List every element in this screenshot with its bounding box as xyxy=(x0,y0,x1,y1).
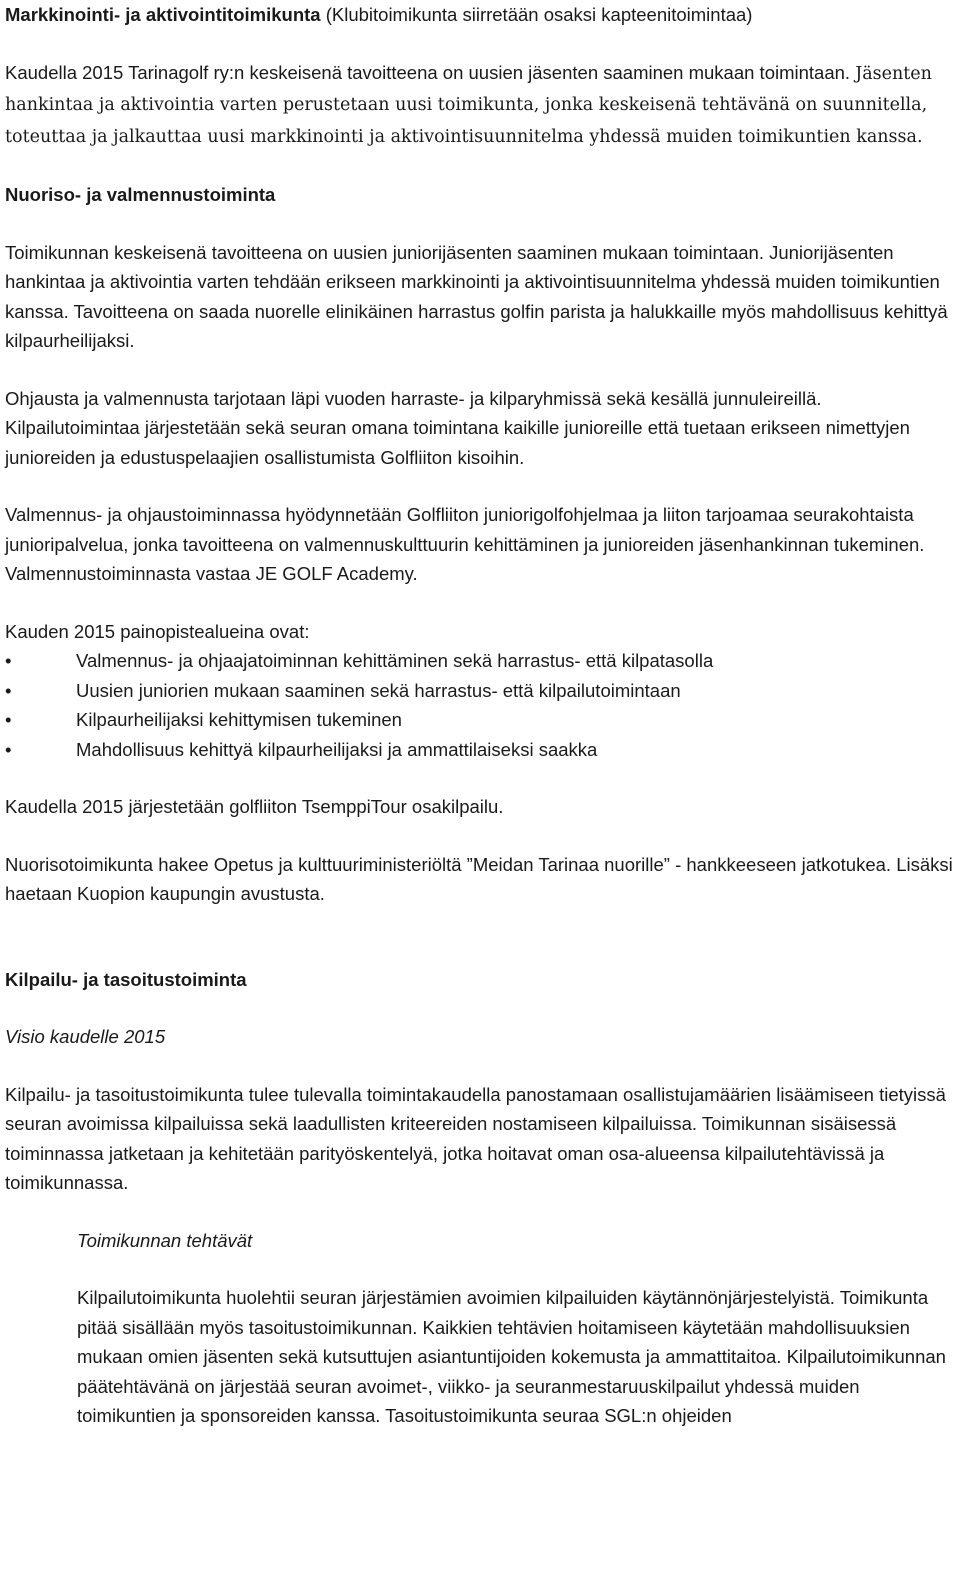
tasks-heading: Toimikunnan tehtävät xyxy=(77,1229,253,1251)
list-item: • Valmennus- ja ohjaajatoiminnan kehittäminen sekä harrastus- että kilpatasolla xyxy=(5,646,953,676)
bullet-icon: • xyxy=(5,679,12,701)
vision-heading: Visio kaudelle 2015 xyxy=(5,1026,166,1047)
competition-paragraph-2: Kilpailutoimikunta huolehtii seuran järjestämien avoimien kilpailuiden käytännönjärjestelyistä. Toimikunta pitää sisällään myös tasoitustoimikunnan. Kaikkien tehtävien hoitamiseen käytetään mahdollisuuksien mukaan omien jäsenten sekä kutsuttujen asiantuntijoiden kokemusta ja ammattitaitoa. Kilpailutoimikunnan päätehtävänä on järjestää seuran avoimet-, viikko- ja seuranmestaruuskilpailut yhdessä muiden toimikuntien ja sponsoreiden kanssa. Tasoitustoimikunta seuraa SGL:n ohjeiden xyxy=(77,1287,946,1426)
marketing-heading-note: (Klubitoimikunta siirretään osaksi kapteenitoimintaa) xyxy=(320,4,753,25)
marketing-paragraph-first: Kaudella 2015 Tarinagolf ry:n keskeisenä tavoitteena on uusien jäsenten saaminen mukaan toimintaan. xyxy=(5,61,856,83)
focus-intro: Kauden 2015 painopistealueina ovat: xyxy=(5,620,310,642)
focus-list xyxy=(5,646,953,764)
marketing-heading-line xyxy=(5,0,953,30)
youth-paragraph-5: Nuorisotoimikunta hakee Opetus ja kulttuuriministeriöltä ”Meidan Tarinaa nuorille” - hankkeeseen jatkotukea. Lisäksi haetaan Kuopion kaupungin avustusta. xyxy=(5,853,953,904)
list-item: • Mahdollisuus kehittyä kilpaurheilijaksi ja ammattilaiseksi saakka xyxy=(5,735,953,765)
document-page xyxy=(5,0,953,1431)
youth-paragraph-1: Toimikunnan keskeisenä tavoitteena on uusien juniorijäsenten saaminen mukaan toimintaan. Juniorijäsenten hankintaa ja aktivointia varten tehdään erikseen markkinointi ja aktivointisuunnitelma yhdessä muiden toimikuntien kanssa. Tavoitteena on saada nuorelle elinikäinen harrastus golfin parista ja halukkaille myös mahdollisuus kehittyä kilpaurheilijaksi. xyxy=(5,241,948,351)
marketing-heading: Markkinointi- ja aktivointitoimikunta xyxy=(5,4,321,25)
marketing-paragraph xyxy=(5,58,953,153)
bullet-icon: • xyxy=(5,738,12,760)
competition-paragraph-1: Kilpailu- ja tasoitustoimikunta tulee tulevalla toimintakaudella panostamaan osallistujamäärien lisäämiseen tietyissä seuran avoimissa kilpailuissa sekä laadullisten kriteereiden nostamiseen kilpailuissa. Toimikunnan sisäisessä toiminnassa jatketaan ja kehitetään parityöskentelyä, jotka hoitavat oman osa-alueensa kilpailutehtävissä ja toimikunnassa. xyxy=(5,1083,946,1193)
competition-heading: Kilpailu- ja tasoitustoiminta xyxy=(5,968,247,990)
bullet-icon: • xyxy=(5,650,12,671)
list-item: • Uusien juniorien mukaan saaminen sekä harrastus- että kilpailutoimintaan xyxy=(5,676,953,706)
youth-paragraph-3: Valmennus- ja ohjaustoiminnassa hyödynnetään Golfliiton juniorigolfohjelmaa ja liiton tarjoamaa seurakohtaista junioripalvelua, jonka tavoitteena on valmennuskulttuurin kehittäminen ja junioreiden jäsenhankinnan tukeminen. Valmennustoiminnasta vastaa JE GOLF Academy. xyxy=(5,504,925,584)
bullet-icon: • xyxy=(5,709,12,730)
marketing-paragraph-rest: Jäsenten hankintaa ja aktivointia varten perustetaan uusi toimikunta, jonka keskeisenä tehtävänä on suunnitella, toteuttaa ja jalkauttaa uusi markkinointi ja aktivointisuunnitelma yhdessä muiden toimikuntien kanssa. xyxy=(5,63,932,147)
youth-paragraph-4: Kaudella 2015 järjestetään golfliiton TsemppiTour osakilpailu. xyxy=(5,796,504,817)
youth-paragraph-2: Ohjausta ja valmennusta tarjotaan läpi vuoden harraste- ja kilparyhmissä sekä kesällä junnuleireillä. Kilpailutoimintaa järjestetään sekä seuran omana toimintana kaikille junioreille että tuetaan erikseen nimettyjen junioreiden ja edustuspelaajien osallistumista Golfliiton kisoihin. xyxy=(5,387,910,468)
youth-heading: Nuoriso- ja valmennustoiminta xyxy=(5,184,276,205)
list-item: • Kilpaurheilijaksi kehittymisen tukeminen xyxy=(5,705,953,735)
